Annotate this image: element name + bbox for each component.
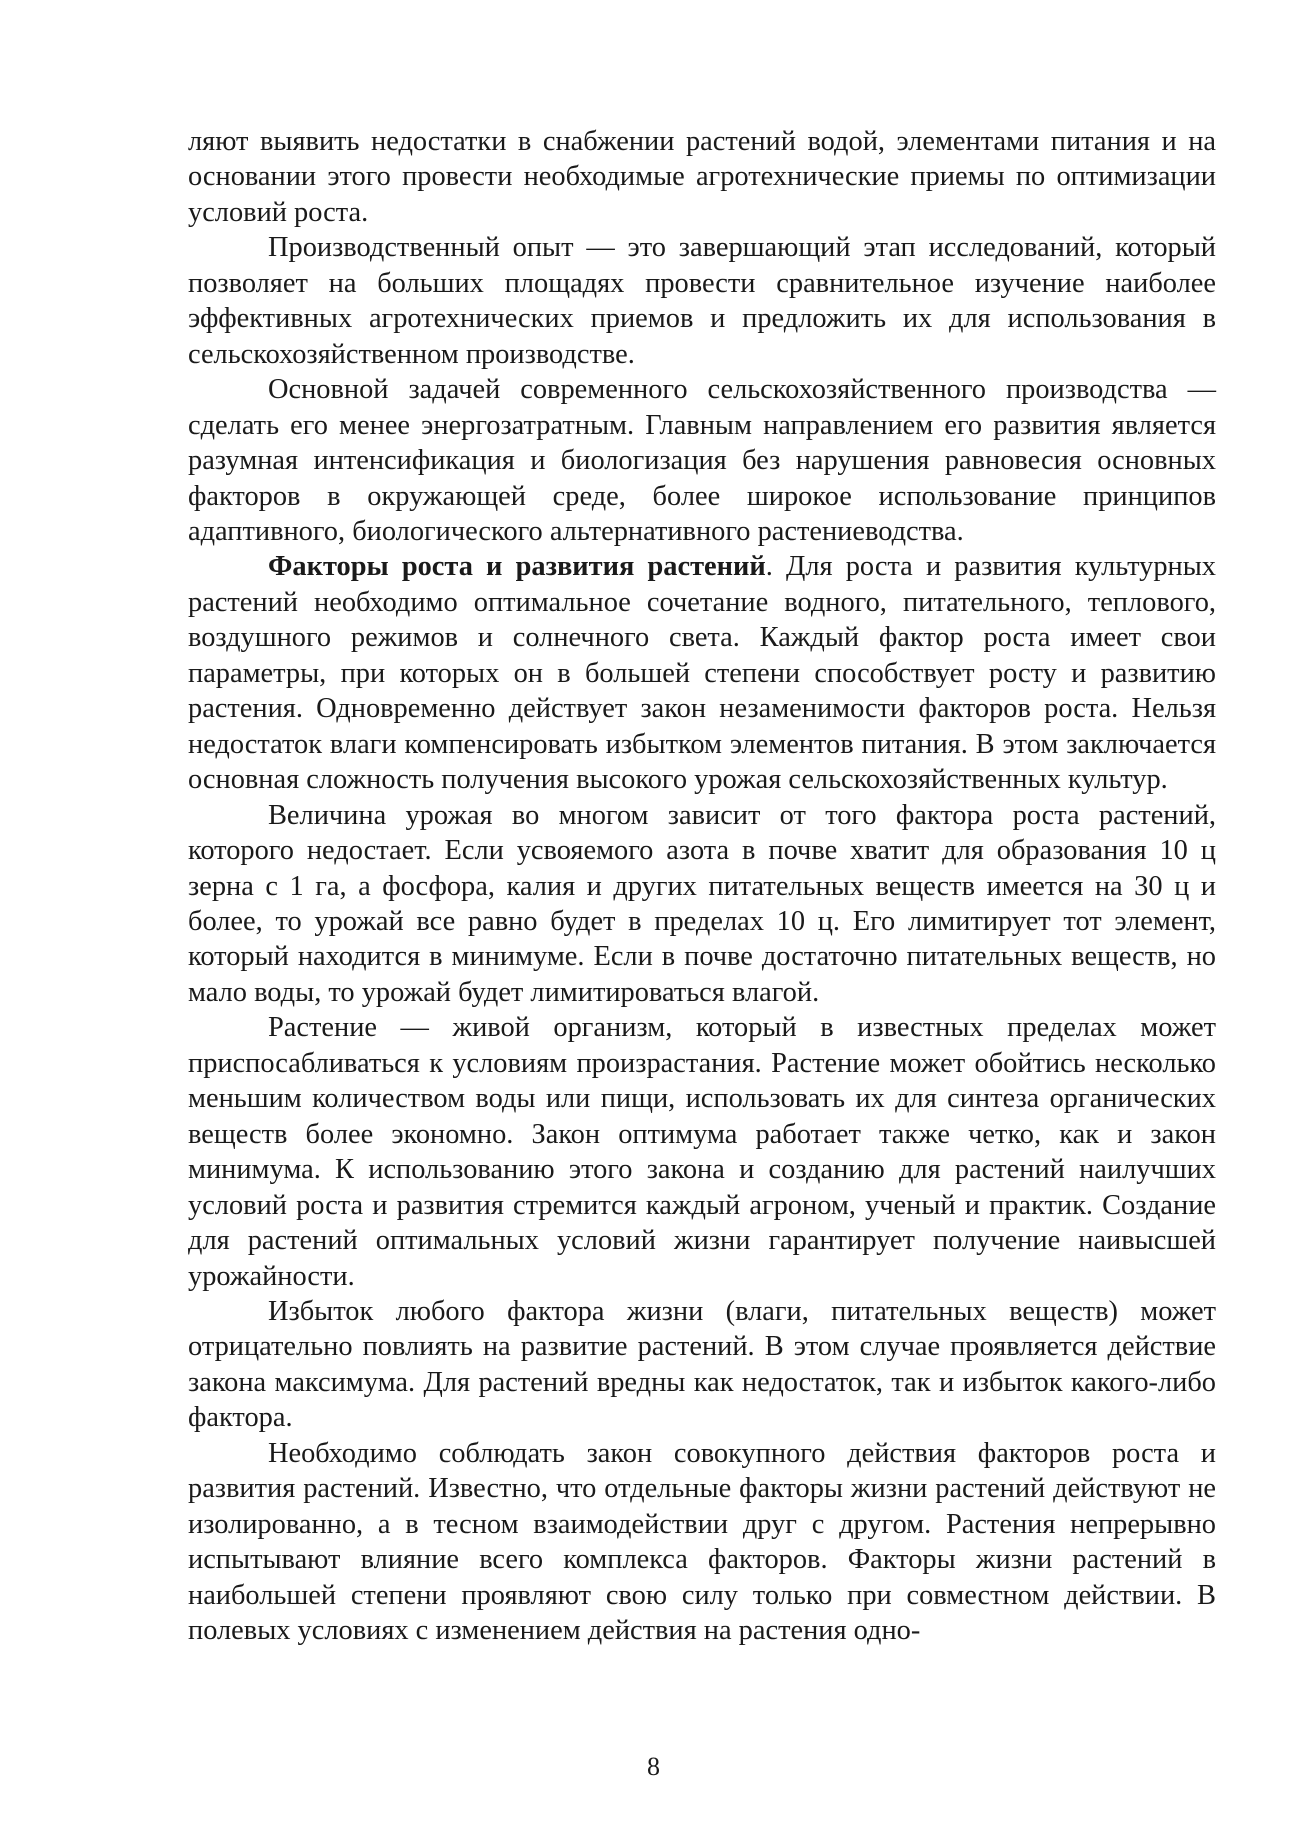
paragraph-2-text: Производственный опыт — это завершающий этап исследований, который позволяет на больших площадях провести сравнительное изучение наиболее эффективных агротехнических приемов и предложить их для использования в сельскохозяйственном производстве. — [188, 232, 1216, 370]
section-heading-inline: Факторы роста и развития растений — [268, 551, 766, 583]
paragraph-3 — [188, 372, 1216, 549]
paragraph-5 — [188, 798, 1216, 1011]
paragraph-7-text: Избыток любого фактора жизни (влаги, питательных веществ) может отрицательно повлиять на развитие растений. В этом случае проявляется действие закона максимума. Для растений вредны как недостаток, так и избыток какого-либо фактора. — [188, 1295, 1216, 1434]
paragraph-6-text: Растение — живой организм, который в известных пределах может приспосабливаться к условиям произрастания. Растение может обойтись несколько меньшим количеством воды или пищи, использовать их для синтеза органических веществ более экономно. Закон оптимума работает также четко, как и закон минимума. К использованию этого закона и созданию для растений наилучших условий роста и развития стремится каждый агроном, ученый и практик. Создание для растений оптимальных условий жизни гарантирует получение наивысшей урожайности. — [188, 1012, 1216, 1292]
paragraph-6 — [188, 1010, 1216, 1294]
page-number: 8 — [647, 1752, 660, 1781]
paragraph-8 — [188, 1436, 1216, 1649]
paragraph-8-text: Необходимо соблюдать закон совокупного действия факторов роста и развития растений. Известно, что отдельные факторы жизни растений действуют не изолированно, а в тесном взаимодействии друг с другом. Растения непрерывно испытывают влияние всего комплекса факторов. Факторы жизни растений в наибольшей степени проявляют свою силу только при совместном действии. В полевых условиях с изменением действия на растения одно- — [188, 1437, 1216, 1647]
paragraph-4-text: . Для роста и развития культурных растений необходимо оптимальное сочетание водного, питательного, теплового, воздушного режимов и солнечного света. Каждый фактор роста имеет свои параметры, при которых он в большей степени способствует росту и развитию растения. Одновременно действует закон незаменимости факторов роста. Нельзя недостаток влаги компенсировать избытком элементов питания. В этом заключается основная сложность получения высокого урожая сельскохозяйственных культур. — [188, 551, 1216, 796]
paragraph-4 — [188, 549, 1216, 797]
document-page — [188, 124, 1216, 1648]
paragraph-1 — [188, 124, 1216, 230]
paragraph-1-text: ляют выявить недостатки в снабжении растений водой, элементами питания и на основании этого провести необходимые агротехнические приемы по оптимизации условий роста. — [188, 126, 1216, 228]
paragraph-5-text: Величина урожая во многом зависит от того фактора роста растений, которого недостает. Если усвояемого азота в почве хватит для образования 10 ц зерна с 1 га, а фосфора, калия и других питательных веществ имеется на 30 ц и более, то урожай все равно будет в пределах 10 ц. Его лимитирует тот элемент, который находится в минимуме. Если в почве достаточно питательных веществ, но мало воды, то урожай будет лимитироваться влагой. — [188, 799, 1216, 1008]
paragraph-2 — [188, 230, 1216, 372]
paragraph-7 — [188, 1294, 1216, 1436]
paragraph-3-text: Основной задачей современного сельскохозяйственного производства — сделать его менее энергозатратным. Главным направлением его развития является разумная интенсификация и биологизация без нарушения равновесия основных факторов в окружающей среде, более широкое использование принципов адаптивного, биологического альтернативного растениеводства. — [188, 374, 1216, 547]
